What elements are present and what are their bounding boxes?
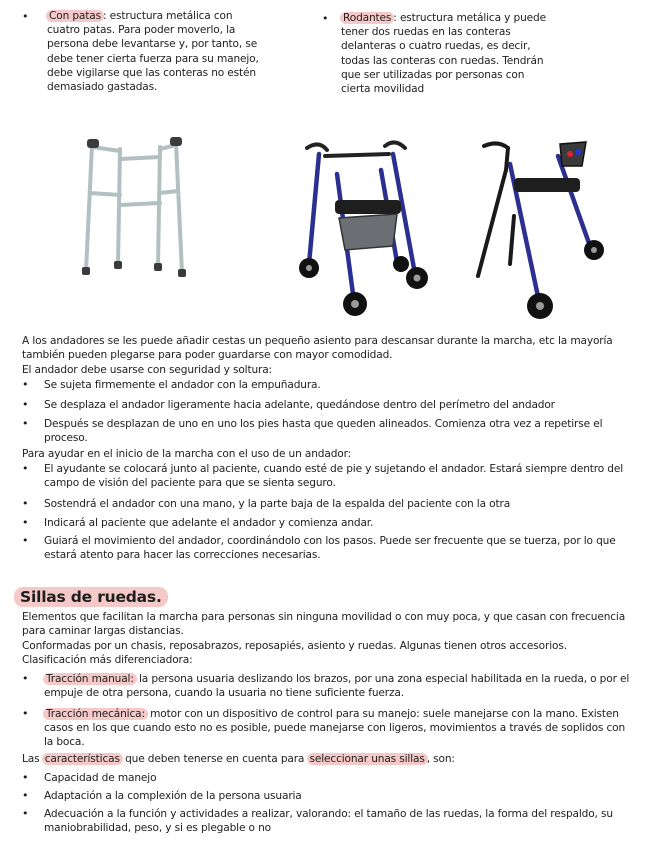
criteria-item: Adecuación a la función y actividades a realizar, valorando: el tamaño de las ruedas, la forma del respaldo, su maniobrabilidad, peso, y si es plegable o no bbox=[44, 808, 613, 835]
help-item: Sostendrá el andador con una mano, y la parte baja de la espalda del paciente con la otra bbox=[44, 498, 511, 510]
walker-type-legs: Con patas : estructura metálica con cuatro patas. Para poder moverlo, la persona debe levantarse y, por tanto, se debe tener cierta fuerza para su manejo, debe vigilarse que las conteras no estén demasiado gastadas. bbox=[47, 10, 259, 94]
term-seleccionar: seleccionar unas sillas bbox=[307, 753, 428, 765]
use-item: Después se desplazan de uno en uno los pies hasta que queden alineados. Comienza otra vez a repetirse el proceso. bbox=[44, 418, 603, 445]
walker-type-legs-text: estructura metálica con cuatro patas. Para poder moverlo, la persona debe levantarse y, por tanto, se debe tener cierta fuerza para su manejo, debe vigilarse que las conteras no estén demasiado gastadas. bbox=[47, 10, 259, 94]
wheelchair-classification: Clasificación más diferenciadora: bbox=[22, 654, 193, 666]
rollator-walker-image bbox=[297, 134, 437, 324]
standard-walker-image bbox=[76, 133, 200, 283]
walker-paragraph: A los andadores se les puede añadir cestas un pequeño asiento para descansar durante la marcha, etc la mayoría también pueden plegarse para poder guardarse con mayor comodidad. bbox=[22, 335, 613, 362]
term-con-patas: Con patas bbox=[46, 10, 104, 22]
bullet: • bbox=[22, 417, 29, 430]
bullet: • bbox=[22, 771, 29, 784]
bullet: • bbox=[22, 10, 29, 23]
help-item: Indicará al paciente que adelante el andador y comienza andar. bbox=[44, 517, 374, 529]
wheelchair-intro: Elementos que facilitan la marcha para personas sin ninguna movilidad o con muy poca, y que casan con frecuencia para caminar largas distancias. bbox=[22, 611, 626, 638]
section-heading-wheelchairs: Sillas de ruedas. bbox=[14, 587, 168, 607]
use-item: Se sujeta firmemente el andador con la empuñadura. bbox=[44, 379, 321, 391]
bullet: • bbox=[22, 807, 29, 820]
wheelchair-type-manual bbox=[44, 672, 630, 700]
bullet: • bbox=[22, 378, 29, 391]
bullet: • bbox=[22, 516, 29, 529]
bullet: • bbox=[22, 497, 29, 510]
help-item: Guiará el movimiento del andador, coordinándolo con los pasos. Puede ser frecuente que se tuerza, por lo que estará atento para hacer las correcciones necesarias. bbox=[44, 535, 616, 562]
wheelchair-type-mechanical bbox=[44, 707, 630, 750]
wheelchair-type-text: la persona usuaria deslizando los brazos, por una zona especial habilitada en la rueda, o por el empuje de otra persona, cuando la usuaria no tiene suficiente fuerza. bbox=[44, 673, 630, 700]
term-traccion-manual: Tracción manual: bbox=[43, 673, 137, 685]
walker-usage-intro: El andador debe usarse con seguridad y soltura: bbox=[22, 364, 272, 376]
term-caracteristicas: características bbox=[42, 753, 123, 765]
use-item: Se desplaza el andador ligeramente hacia adelante, quedándose dentro del perímetro del andador bbox=[44, 399, 555, 411]
term-traccion-mecanica: Tracción mecánica: bbox=[43, 708, 148, 720]
rollator-seat-walker-image bbox=[470, 136, 610, 326]
criteria-item: Adaptación a la complexión de la persona usuaria bbox=[44, 790, 302, 802]
bullet: • bbox=[22, 707, 29, 720]
criteria-item: Capacidad de manejo bbox=[44, 772, 157, 784]
bullet: • bbox=[22, 462, 29, 475]
help-intro: Para ayudar en el inicio de la marcha con el uso de un andador: bbox=[22, 448, 352, 460]
wheelchair-parts: Conformadas por un chasis, reposabrazos, reposapiés, asiento y ruedas. Algunas tienen otros accesorios. bbox=[22, 640, 567, 652]
bullet: • bbox=[22, 789, 29, 802]
bullet: • bbox=[22, 398, 29, 411]
wheelchair-type-text: motor con un dispositivo de control para su manejo: suele manejarse con la mano. Existen casos en los que cuando esto no es posible, puede manejarse con ligeros, movimientos a través de soplidos con la boca. bbox=[44, 708, 626, 749]
selection-criteria-intro: Las características que deben tenerse en cuenta para seleccionar unas sillas , son: bbox=[22, 753, 455, 765]
walker-type-wheels-text: estructura metálica y puede tener dos ruedas en las conteras delanteras o cuatro ruedas, es decir, todas las conteras con ruedas. Tendrán que ser utilizadas por personas con cierta movilidad bbox=[341, 12, 546, 96]
term-rodantes: Rodantes bbox=[340, 12, 394, 24]
help-item: El ayudante se colocará junto al paciente, cuando esté de pie y sujetando el andador. Estará siempre dentro del campo de visión del paciente para que se sienta seguro. bbox=[44, 463, 624, 490]
bullet: • bbox=[22, 534, 29, 547]
bullet: • bbox=[22, 672, 29, 685]
walker-type-wheels: Rodantes : estructura metálica y puede tener dos ruedas en las conteras delanteras o cuatro ruedas, es decir, todas las conteras con ruedas. Tendrán que ser utilizadas por personas con cierta movilidad bbox=[341, 12, 546, 96]
bullet: • bbox=[322, 12, 329, 25]
